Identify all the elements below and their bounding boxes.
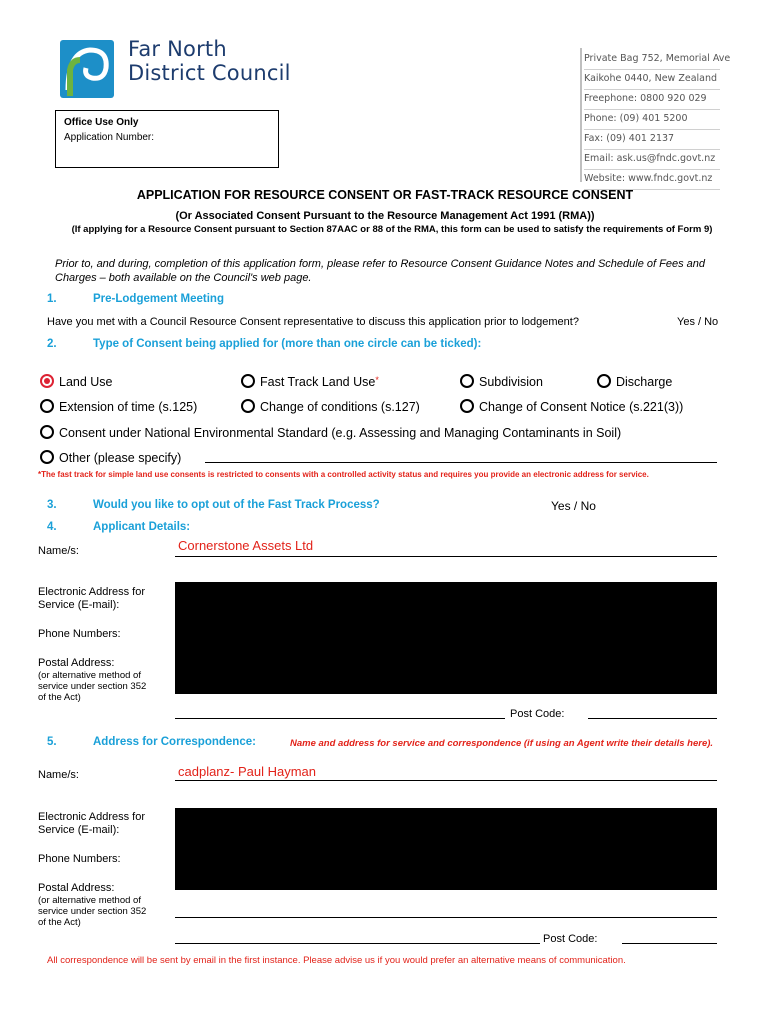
section1-yes-no[interactable]: Yes / No xyxy=(677,316,719,328)
contact-line: Private Bag 752, Memorial Ave xyxy=(584,50,720,70)
option-change-conditions[interactable] xyxy=(241,399,420,414)
discharge-radio[interactable] xyxy=(597,374,611,388)
correspondence-name-line xyxy=(175,780,717,781)
land-use-label: Land Use xyxy=(59,375,113,389)
correspondence-postal-label: Postal Address: xyxy=(38,882,115,894)
contact-line: Phone: (09) 401 5200 xyxy=(584,110,720,130)
extension-radio[interactable] xyxy=(40,399,54,413)
applicant-address-line[interactable] xyxy=(175,718,505,719)
option-change-notice[interactable] xyxy=(460,399,683,414)
application-number-label: Application Number: xyxy=(64,132,155,143)
other-label: Other (please specify) xyxy=(59,451,182,465)
section5-title: Address for Correspondence: xyxy=(93,736,256,748)
council-name-line1: Far North xyxy=(128,37,227,61)
applicant-postal-label: Postal Address: xyxy=(38,657,115,669)
correspondence-name-label: Name/s: xyxy=(38,769,79,781)
correspondence-email-label: Electronic Address for Service (E-mail): xyxy=(38,811,145,836)
applicant-postcode-label: Post Code: xyxy=(510,708,565,720)
section2-title: Type of Consent being applied for (more than one circle can be ticked): xyxy=(93,338,482,350)
change-notice-radio[interactable] xyxy=(460,399,474,413)
option-discharge[interactable] xyxy=(597,374,672,389)
subdivision-label: Subdivision xyxy=(479,375,543,389)
nes-label: Consent under National Environmental Standard (e.g. Assessing and Managing Contaminants in Soil) xyxy=(59,426,622,440)
fast-track-asterisk: * xyxy=(375,375,379,385)
office-use-box xyxy=(55,110,279,168)
nes-radio[interactable] xyxy=(40,425,54,439)
section3-number: 3. xyxy=(47,499,57,511)
applicant-name-label: Name/s: xyxy=(38,545,79,557)
form-subtitle: (Or Associated Consent Pursuant to the Resource Management Act 1991 (RMA)) xyxy=(175,210,595,222)
correspondence-postcode-field[interactable] xyxy=(622,943,717,944)
option-nes[interactable] xyxy=(40,425,621,440)
contact-divider xyxy=(580,48,582,182)
applicant-phone-label: Phone Numbers: xyxy=(38,628,121,640)
correspondence-phone-label: Phone Numbers: xyxy=(38,853,121,865)
council-name-line2: District Council xyxy=(128,61,291,85)
council-logo-icon xyxy=(60,40,114,98)
contact-line: Kaikohe 0440, New Zealand xyxy=(584,70,720,90)
council-name xyxy=(128,37,291,85)
section5-number: 5. xyxy=(47,736,57,748)
option-land-use[interactable] xyxy=(40,374,113,389)
correspondence-postcode-label: Post Code: xyxy=(543,933,598,945)
applicant-details-redacted xyxy=(175,582,717,694)
other-specify-field[interactable] xyxy=(205,462,717,463)
option-extension[interactable] xyxy=(40,399,197,414)
form-subnote: (If applying for a Resource Consent pursuant to Section 87AAC or 88 of the RMA, this form can be used to satisfy the requirements of Form 9) xyxy=(71,224,713,235)
footer-note: All correspondence will be sent by email in the first instance. Please advise us if you would prefer an alternative means of communication. xyxy=(47,955,626,966)
other-radio[interactable] xyxy=(40,450,54,464)
option-subdivision[interactable] xyxy=(460,374,543,389)
section1-number: 1. xyxy=(47,293,57,305)
fast-track-radio[interactable] xyxy=(241,374,255,388)
office-use-title: Office Use Only xyxy=(64,117,139,128)
correspondence-address-line-2[interactable] xyxy=(175,943,540,944)
correspondence-address-line[interactable] xyxy=(175,917,717,918)
land-use-radio[interactable] xyxy=(40,374,54,388)
applicant-postcode-field[interactable] xyxy=(588,718,717,719)
applicant-name-line xyxy=(175,556,717,557)
option-fast-track[interactable] xyxy=(241,374,379,389)
correspondence-details-redacted xyxy=(175,808,717,890)
prior-note: Prior to, and during, completion of this application form, please refer to Resource Consent Guidance Notes and Schedule of Fees and Charges – both available on the Council's web page. xyxy=(55,258,705,284)
correspondence-postal-sub: (or alternative method of service under section 352 of the Act) xyxy=(38,895,147,928)
contact-line: Fax: (09) 401 2137 xyxy=(584,130,720,150)
contact-line: Freephone: 0800 920 029 xyxy=(584,90,720,110)
applicant-name-value[interactable]: Cornerstone Assets Ltd xyxy=(178,538,314,553)
applicant-postal-sub: (or alternative method of service under section 352 of the Act) xyxy=(38,670,147,703)
section1-question: Have you met with a Council Resource Consent representative to discuss this application prior to lodgement? xyxy=(47,316,579,328)
change-conditions-label: Change of conditions (s.127) xyxy=(260,400,420,414)
contact-line: Website: www.fndc.govt.nz xyxy=(584,170,720,190)
section2-number: 2. xyxy=(47,338,57,350)
applicant-email-label: Electronic Address for Service (E-mail): xyxy=(38,586,145,611)
section4-title: Applicant Details: xyxy=(93,521,191,533)
option-other[interactable] xyxy=(40,450,181,465)
section4-number: 4. xyxy=(47,521,57,533)
form-title: APPLICATION FOR RESOURCE CONSENT OR FAST-TRACK RESOURCE CONSENT xyxy=(136,188,634,202)
section3-yes-no[interactable]: Yes / No xyxy=(551,499,596,513)
contact-line: Email: ask.us@fndc.govt.nz xyxy=(584,150,720,170)
section5-note: Name and address for service and correspondence (if using an Agent write their details here). xyxy=(290,738,714,749)
change-conditions-radio[interactable] xyxy=(241,399,255,413)
section1-title: Pre-Lodgement Meeting xyxy=(93,293,224,305)
section3-title: Would you like to opt out of the Fast Track Process? xyxy=(93,499,380,511)
discharge-label: Discharge xyxy=(616,375,673,389)
extension-label: Extension of time (s.125) xyxy=(59,400,198,414)
correspondence-name-value[interactable]: cadplanz- Paul Hayman xyxy=(178,764,317,779)
fast-track-label: Fast Track Land Use xyxy=(260,375,376,389)
contact-block xyxy=(584,50,731,190)
subdivision-radio[interactable] xyxy=(460,374,474,388)
fast-track-note: *The fast track for simple land use consents is restricted to consents with a controlled activity status and requires you provide an electronic address for service. xyxy=(38,470,649,479)
change-notice-label: Change of Consent Notice (s.221(3)) xyxy=(479,400,684,414)
